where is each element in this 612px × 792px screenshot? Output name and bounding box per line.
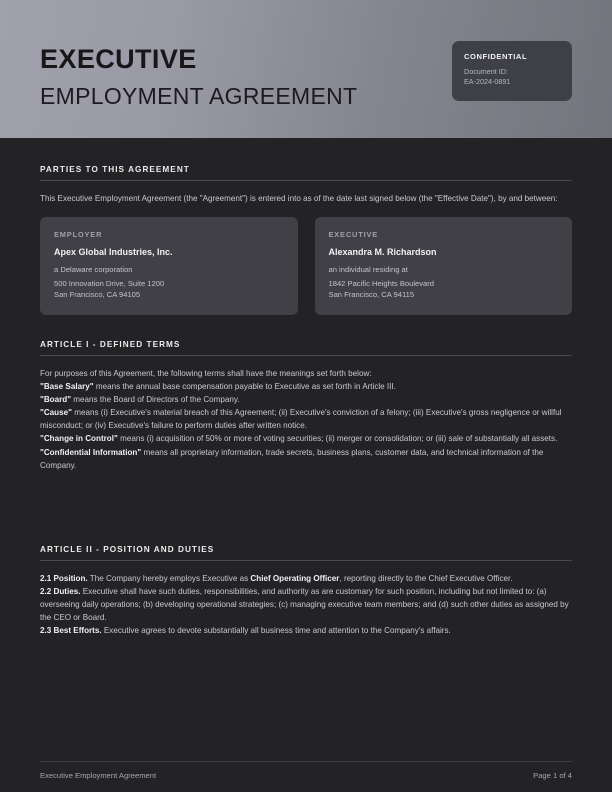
section-heading-parties: PARTIES TO THIS AGREEMENT [40, 165, 572, 181]
article-two-clause [40, 624, 572, 637]
defined-term-definition: means the Board of Directors of the Company. [71, 395, 240, 405]
executive-name: Alexandra M. Richardson [328, 247, 437, 258]
footer-document-name: Executive Employment Agreement [40, 771, 157, 780]
defined-term-definition: means (i) acquisition of 50% or more of voting securities; (ii) merger or consolidation; or (iii) sale of substantially all assets. [117, 434, 558, 444]
document-title-primary: EXECUTIVE [40, 44, 197, 74]
defined-term-item [40, 406, 572, 432]
section-parties [40, 165, 572, 315]
section-heading-article-one: ARTICLE I - DEFINED TERMS [40, 340, 572, 356]
clause-number-title: 2.2 Duties. [40, 586, 81, 596]
defined-term-item [40, 432, 572, 445]
page-footer [40, 761, 572, 780]
clause-text-before: Executive shall have such duties, responsibilities, and authority as are customary for such position, including but not limited to: (a) overseeing daily operations; (b) developing operational strategies; (c) managing executive team members; and (d) such other duties as assigned by the CEO or Board. [40, 586, 569, 623]
defined-term-definition: means all proprietary information, trade secrets, business plans, customer data, and technical information of the Company. [40, 447, 544, 470]
employer-name: Apex Global Industries, Inc. [54, 247, 173, 258]
defined-term-name: "Cause" [40, 408, 72, 418]
employer-address-line-2: San Francisco, CA 94105 [54, 290, 141, 300]
defined-term-item [40, 446, 572, 472]
section-article-two [40, 545, 572, 638]
defined-term-definition: means (i) Executive's material breach of this Agreement; (ii) Executive's conviction of a felony; (iii) Executive's gross negligence or willful misconduct; or (iv) Executive's failure to perform duties after written notice. [40, 408, 562, 431]
defined-term-item [40, 393, 572, 406]
party-card-employer [40, 217, 298, 315]
clause-number-title: 2.3 Best Efforts. [40, 626, 102, 636]
clause-text-after: , reporting directly to the Chief Executive Officer. [339, 573, 513, 583]
footer-page-number: Page 1 of 4 [533, 771, 572, 780]
document-header [0, 0, 612, 138]
document-title-secondary: EMPLOYMENT AGREEMENT [40, 82, 358, 109]
employer-address-line-1: 500 Innovation Drive, Suite 1200 [54, 279, 165, 289]
confidential-status-label: CONFIDENTIAL [464, 52, 528, 61]
defined-terms-list [40, 380, 572, 472]
defined-term-name: "Confidential Information" [40, 447, 142, 457]
defined-term-name: "Base Salary" [40, 382, 94, 392]
document-id-label: Document ID: [464, 67, 508, 76]
clause-emphasis-term: Chief Operating Officer [250, 573, 340, 583]
defined-term-name: "Board" [40, 395, 72, 405]
article-one-intro-paragraph: For purposes of this Agreement, the following terms shall have the meanings set forth below: [40, 368, 372, 378]
section-content-article-two [40, 561, 572, 638]
executive-address-line-1: 1842 Pacific Heights Boulevard [328, 279, 435, 289]
section-heading-article-two: ARTICLE II - POSITION AND DUTIES [40, 545, 572, 561]
article-two-clause [40, 585, 572, 624]
executive-address-line-2: San Francisco, CA 94115 [328, 290, 415, 300]
defined-term-item [40, 380, 572, 393]
defined-term-name: "Change in Control" [40, 434, 118, 444]
party-card-executive [315, 217, 573, 315]
clause-text-before: Executive agrees to devote substantially all business time and attention to the Company's affairs. [101, 626, 451, 636]
section-content-article-one [40, 356, 572, 472]
document-body [0, 165, 612, 637]
executive-role-label: EXECUTIVE [328, 230, 379, 240]
article-two-clause-list [40, 572, 572, 638]
section-content-parties [40, 181, 572, 315]
party-cards-row [40, 217, 572, 315]
document-id-value: EA-2024-0891 [464, 77, 511, 87]
parties-intro-paragraph: This Executive Employment Agreement (the "Agreement") is entered into as of the date last signed below (the "Effective Date"), by and between: [40, 194, 558, 203]
executive-description: an individual residing at [328, 265, 408, 275]
document-title-block [40, 44, 357, 110]
confidential-badge [452, 41, 572, 101]
article-two-clause [40, 572, 572, 585]
employer-role-label: EMPLOYER [54, 230, 103, 240]
section-article-one [40, 340, 572, 472]
clause-number-title: 2.1 Position. [40, 573, 88, 583]
defined-term-definition: means the annual base compensation payable to Executive as set forth in Article III. [93, 382, 396, 392]
clause-text-before: The Company hereby employs Executive as [87, 573, 251, 583]
employer-description: a Delaware corporation [54, 265, 133, 275]
